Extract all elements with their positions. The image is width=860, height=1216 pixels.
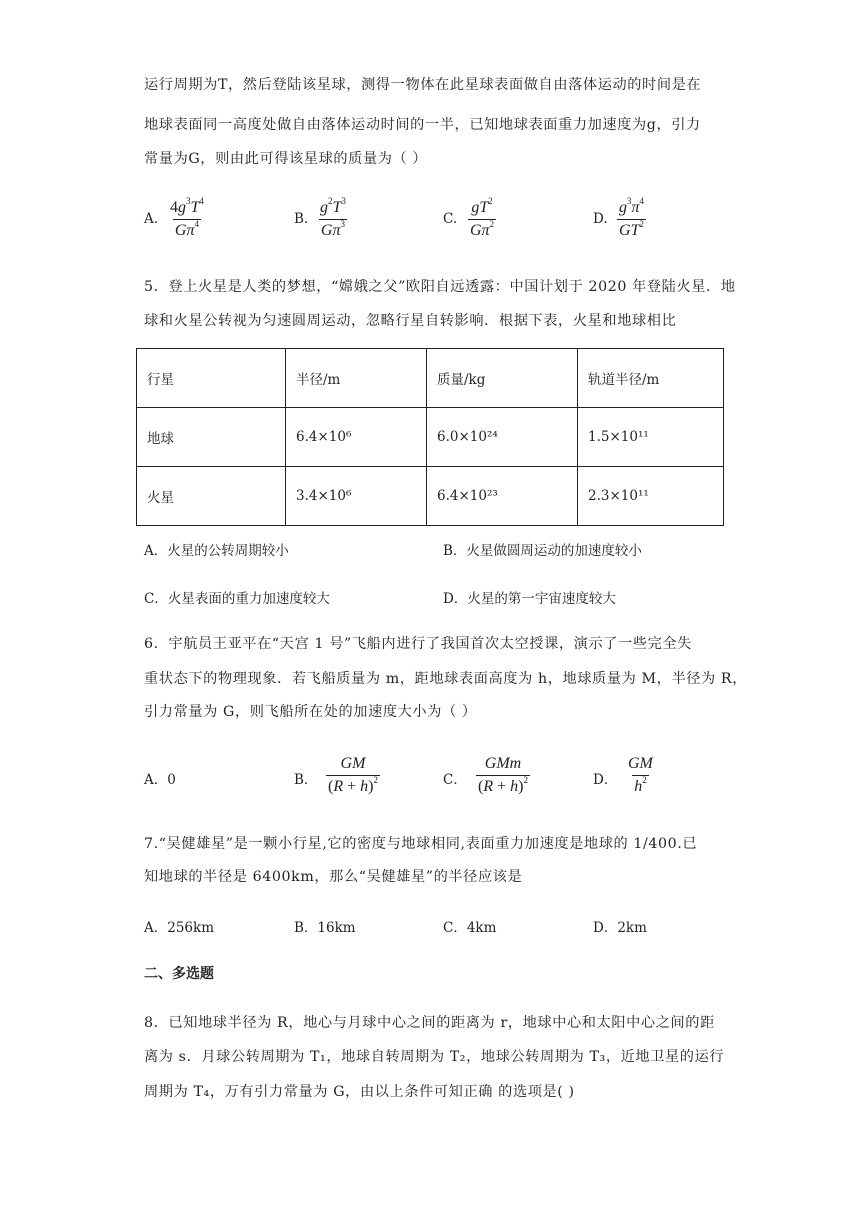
q5-option-a[interactable]: A．火星的公转周期较小 bbox=[144, 543, 289, 559]
denominator: $GT^2$ bbox=[619, 219, 644, 239]
denominator: $G\pi^2$ bbox=[470, 219, 495, 239]
option-label: B． bbox=[294, 772, 318, 788]
table-cell: 3.4×10⁶ bbox=[286, 467, 427, 526]
fraction bbox=[626, 756, 655, 795]
q5-line-1: 5．登上火星是人类的梦想，“嫦娥之父”欧阳自远透露：中国计划于 2020 年登陆火星．地 bbox=[144, 279, 736, 295]
table-header: 质量/kg bbox=[427, 349, 578, 408]
fraction bbox=[168, 196, 206, 239]
option-label: A. bbox=[144, 211, 159, 227]
q7-option-a[interactable]: A．256km bbox=[144, 920, 214, 936]
option-label: D. bbox=[593, 211, 608, 227]
denominator: $(R + h)^2$ bbox=[328, 775, 378, 795]
q4-line-2: 地球表面同一高度处做自由落体运动时间的一半，已知地球表面重力加速度为g，引力 bbox=[144, 117, 701, 133]
q7-option-c[interactable]: C．4km bbox=[443, 920, 497, 936]
denominator: $G\pi^4$ bbox=[174, 219, 199, 239]
q6-line-2: 重状态下的物理现象．若飞船质量为 m，距地球表面高度为 h，地球质量为 M，半径为 R， bbox=[144, 671, 747, 687]
q7-line-2: 知地球的半径是 6400km，那么“吴健雄星”的半径应该是 bbox=[144, 869, 523, 885]
table-cell: 6.4×10⁶ bbox=[286, 408, 427, 467]
table-cell: 6.0×10²⁴ bbox=[427, 408, 578, 467]
q4-line-1: 运行周期为T，然后登陆该星球，测得一物体在此星球表面做自由落体运动的时间是在 bbox=[144, 77, 702, 93]
numerator: GM bbox=[340, 755, 366, 772]
fraction bbox=[318, 196, 348, 239]
table-cell: 6.4×10²³ bbox=[427, 467, 578, 526]
numerator: GMm bbox=[484, 755, 522, 772]
q8-line-1: 8．已知地球半径为 R，地心与月球中心之间的距离为 r，地球中心和太阳中心之间的距 bbox=[144, 1015, 715, 1031]
table-header: 轨道半径/m bbox=[578, 349, 724, 408]
q7-line-1: 7.“吴健雄星”是一颗小行星,它的密度与地球相同,表面重力加速度是地球的 1/400.已 bbox=[144, 836, 698, 852]
denominator: $(R + h)^2$ bbox=[478, 775, 528, 795]
table-cell: 1.5×10¹¹ bbox=[578, 408, 724, 467]
q4-line-3: 常量为G，则由此可得该星球的质量为（ ） bbox=[144, 151, 428, 167]
q5-option-d[interactable]: D．火星的第一宇宙速度较大 bbox=[443, 591, 616, 607]
numerator: $gT^2$ bbox=[471, 196, 493, 216]
table-cell: 火星 bbox=[137, 467, 286, 526]
table-cell: 地球 bbox=[137, 408, 286, 467]
denominator: $G\pi^3$ bbox=[320, 219, 345, 239]
table-header: 半径/m bbox=[286, 349, 427, 408]
q7-option-b[interactable]: B．16km bbox=[294, 920, 356, 936]
fraction bbox=[468, 196, 496, 239]
numerator: $g^2T^3$ bbox=[320, 196, 346, 216]
numerator: $4g^3T^4$ bbox=[170, 196, 204, 216]
option-label: C. bbox=[443, 211, 458, 227]
q6-line-1: 6．宇航员王亚平在“天宫 1 号”飞船内进行了我国首次太空授课，演示了一些完全失 bbox=[144, 636, 692, 652]
q5-option-b[interactable]: B．火星做圆周运动的加速度较小 bbox=[443, 543, 642, 559]
section-heading: 二、多选题 bbox=[144, 966, 214, 982]
planet-table bbox=[136, 348, 724, 526]
q8-line-3: 周期为 T₄，万有引力常量为 G，由以上条件可知正确 的选项是( ) bbox=[144, 1084, 575, 1100]
table-header: 行星 bbox=[137, 349, 286, 408]
option-label: B. bbox=[294, 211, 309, 227]
denominator: $h^2$ bbox=[634, 775, 647, 795]
q5-line-2: 球和火星公转视为匀速圆周运动，忽略行星自转影响．根据下表，火星和地球相比 bbox=[144, 313, 677, 329]
option-label: D． bbox=[593, 772, 618, 788]
fraction bbox=[617, 196, 646, 239]
option-label: C． bbox=[443, 772, 467, 788]
table-row bbox=[137, 467, 724, 526]
table-row bbox=[137, 408, 724, 467]
table-header-row bbox=[137, 349, 724, 408]
option-label: A．0 bbox=[144, 772, 176, 788]
q5-option-c[interactable]: C．火星表面的重力加速度较大 bbox=[144, 591, 330, 607]
q7-option-d[interactable]: D．2km bbox=[593, 920, 647, 936]
table-cell: 2.3×10¹¹ bbox=[578, 467, 724, 526]
fraction bbox=[476, 756, 530, 795]
q8-line-2: 离为 s．月球公转周期为 T₁，地球自转周期为 T₂，地球公转周期为 T₃，近地卫星的运行 bbox=[144, 1049, 725, 1065]
numerator: $g^3\pi^4$ bbox=[619, 196, 645, 216]
q6-line-3: 引力常量为 G，则飞船所在处的加速度大小为（ ） bbox=[144, 704, 477, 720]
fraction bbox=[326, 756, 380, 795]
numerator: GM bbox=[628, 755, 653, 772]
